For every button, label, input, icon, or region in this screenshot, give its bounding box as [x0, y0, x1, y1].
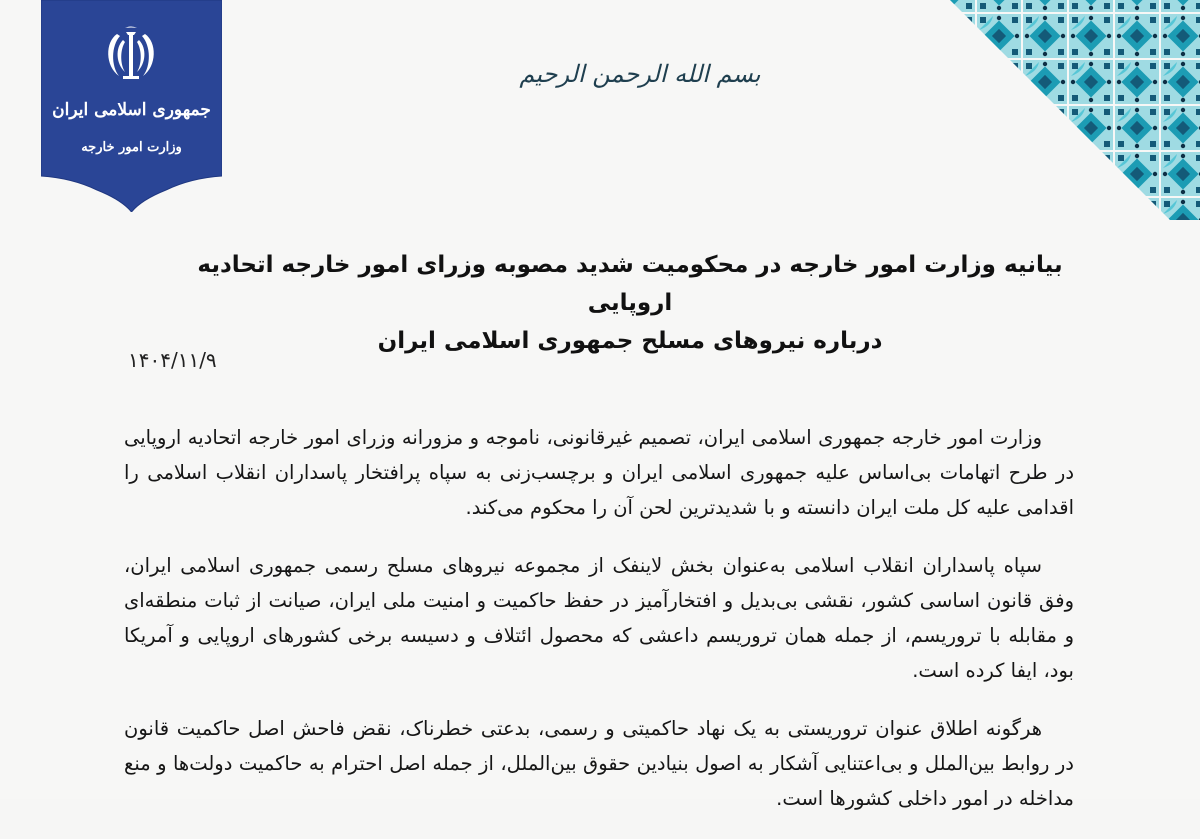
document-title-line: درباره نیروهای مسلح جمهوری اسلامی ایران — [377, 328, 883, 354]
body-paragraph: هرگونه اطلاق عنوان تروریستی به یک نهاد حاکمیتی و رسمی، بدعتی خطرناک، نقض فاحش اصل حاکمیت قانون در روابط بین‌الملل و بی‌اعتنایی آشکار به اصول بنیادین حقوق بین‌الملل، از جمله اصل احترام به حاکمیت دولت‌ها و منع مداخله در امور داخلی کشورها است. — [124, 717, 1074, 810]
ornament-tile — [931, 60, 975, 104]
ornament-tile — [1069, 106, 1113, 150]
ornament-tile — [1115, 198, 1159, 220]
ornament-tile — [1115, 106, 1159, 150]
body-paragraph: وزارت امور خارجه جمهوری اسلامی ایران، تصمیم غیرقانونی، ناموجه و مزورانه وزرای امور خارجه اتحادیه اروپایی در طرح اتهامات بی‌اساس علیه جمهوری اسلامی ایران و برچسب‌زنی به سپاه پرافتخار پاسداران انقلاب اسلامی را اقدامی علیه کل ملت ایران دانسته و با شدیدترین لحن آن را محکوم می‌کند. — [124, 426, 1074, 519]
iran-national-emblem-icon — [101, 26, 161, 84]
ornament-tile — [1161, 198, 1200, 220]
ministry-logo-banner — [41, 0, 222, 212]
ornament-tile — [931, 0, 975, 12]
ornament-tile — [1115, 14, 1159, 58]
ornament-tile — [931, 106, 975, 150]
ornament-tile — [977, 0, 1021, 12]
bismillah-calligraphy: بسم الله الرحمن الرحیم — [519, 60, 761, 88]
ornament-tile — [1023, 14, 1067, 58]
ornament-tile — [1069, 0, 1113, 12]
document-title-line: بیانیه وزارت امور خارجه در محکومیت شدید مصوبه وزرای امور خارجه اتحادیه اروپایی — [197, 252, 1063, 316]
ornament-tile — [977, 14, 1021, 58]
ornament-tile — [1115, 152, 1159, 196]
ornament-tile — [1023, 198, 1067, 220]
ornament-tile — [1161, 106, 1200, 150]
ornament-tile — [1069, 198, 1113, 220]
ornament-tile — [1023, 0, 1067, 12]
document-body — [124, 420, 1074, 839]
ornament-tile — [1069, 60, 1113, 104]
ornament-tile — [1161, 60, 1200, 104]
ornament-tile — [1069, 14, 1113, 58]
ornament-tile — [931, 14, 975, 58]
ornament-svg — [930, 0, 1200, 220]
ornament-tile — [931, 152, 975, 196]
body-paragraph: سپاه پاسداران انقلاب اسلامی به‌عنوان بخش لاینفک از مجموعه نیروهای مسلح رسمی جمهوری اسلامی ایران، وفق قانون اساسی کشور، نقشی بی‌بدیل و افتخارآمیز در حفظ حاکمیت و امنیت ملی ایران، صیانت از ثبات منطقه‌ای و مقابله با تروریسم، از جمله همان تروریسم داعشی که محصول ائتلاف و دسیسه برخی کشورهای اروپایی و آمریکا بود، ایفا کرده است. — [124, 554, 1074, 682]
banner-subtitle: وزارت امور خارجه — [81, 140, 182, 155]
ornament-tile — [1161, 0, 1200, 12]
islamic-geometric-tile-pattern-icon — [930, 0, 1200, 220]
ornament-tile — [977, 198, 1021, 220]
ornament-tile — [977, 60, 1021, 104]
ornament-tile — [1023, 60, 1067, 104]
ornament-tile — [977, 106, 1021, 150]
ornament-tile — [1023, 152, 1067, 196]
ornament-tile — [1115, 0, 1159, 12]
ornament-tile — [977, 152, 1021, 196]
document-title — [180, 246, 1080, 360]
ornament-tile — [1023, 106, 1067, 150]
ornament-tile — [1069, 152, 1113, 196]
ornament-tile — [931, 198, 975, 220]
banner-title: جمهوری اسلامی ایران — [52, 100, 211, 120]
document-date: ۱۴۰۴/۱۱/۹ — [128, 348, 217, 372]
ornament-tile — [1161, 152, 1200, 196]
ornament-tile — [1115, 60, 1159, 104]
ornament-tile — [1161, 14, 1200, 58]
